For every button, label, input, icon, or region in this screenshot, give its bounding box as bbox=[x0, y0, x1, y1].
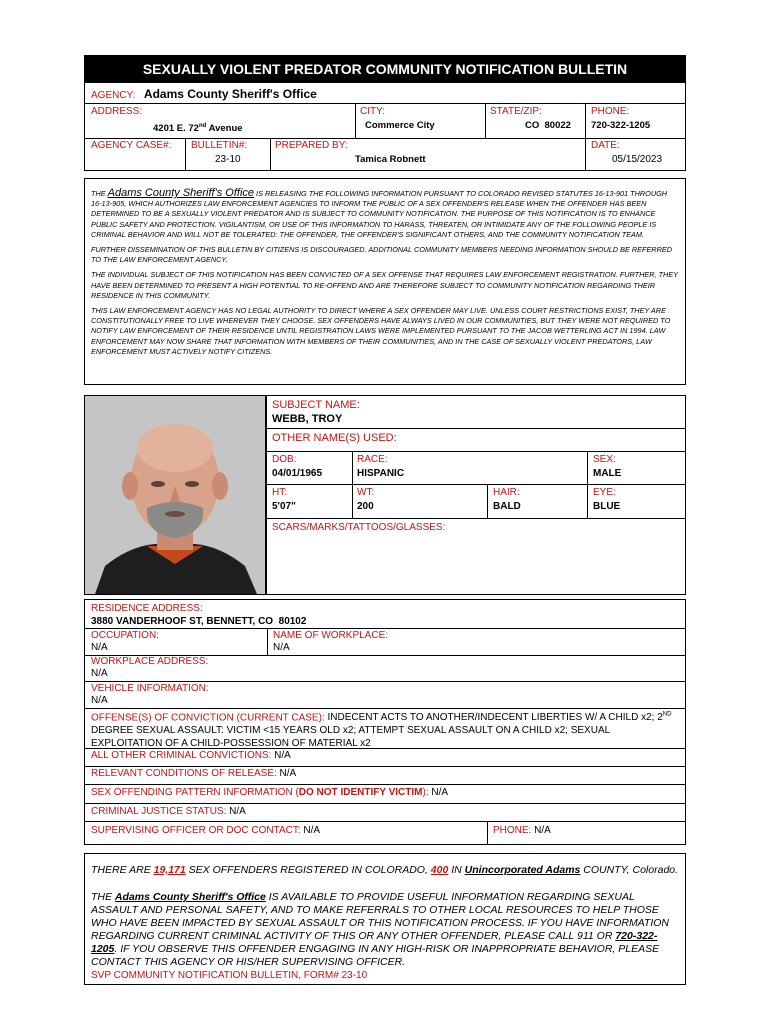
supervising-officer: SUPERVISING OFFICER OR DOC CONTACT: N/A bbox=[91, 825, 321, 836]
subject-name-label: SUBJECT NAME: bbox=[272, 399, 360, 411]
prepared-value: Tamica Robnett bbox=[355, 154, 426, 165]
statezip-label: STATE/ZIP: bbox=[490, 106, 542, 117]
subject-box bbox=[266, 395, 686, 595]
sex-label: SEX: bbox=[593, 454, 616, 465]
address-value: 4201 E. 72nd Avenue bbox=[153, 123, 243, 135]
workplace-address-value: N/A bbox=[91, 668, 108, 679]
occupation-label: OCCUPATION: bbox=[91, 630, 159, 641]
offending-pattern: SEX OFFENDING PATTERN INFORMATION (DO NOT IDENTIFY VICTIM): N/A bbox=[91, 787, 449, 798]
notice-paragraph-2: FURTHER DISSEMINATION OF THIS BULLETIN BY CITIZENS IS DISCOURAGED. ADDITIONAL COMMUNITY MEMBERS NEEDING INFORMATION SHOULD BE REFERRED TO THE LAW ENFORCEMENT AGENCY. bbox=[91, 245, 672, 265]
notice-box bbox=[84, 178, 686, 385]
form-number: SVP COMMUNITY NOTIFICATION BULLETIN, FORM# 23-10 bbox=[91, 970, 368, 981]
date-label: DATE: bbox=[591, 140, 620, 151]
vehicle-label: VEHICLE INFORMATION: bbox=[91, 683, 209, 694]
offenses-label: OFFENSE(S) OF CONVICTION (CURRENT CASE): bbox=[91, 712, 325, 724]
subject-photo bbox=[84, 395, 266, 595]
workplace-address-label: WORKPLACE ADDRESS: bbox=[91, 656, 209, 667]
notice-paragraph-3: THE INDIVIDUAL SUBJECT OF THIS NOTIFICATION HAS BEEN CONVICTED OF A SEX OFFENSE THAT REQUIRES LAW ENFORCEMENT REGISTRATION. FURTHER, THEY HAVE BEEN DETERMINED TO PRESENT A HIGH POTENTIAL TO RE-OFFEND AND ARE THEREFORE SUBJECT TO COMMUNITY NOTIFICATION REGARDING THEIR RESIDENCE IN THIS COMMUNITY. bbox=[91, 270, 678, 300]
residence-value: 3880 VANDERHOOF ST, BENNETT, CO 80102 bbox=[91, 616, 307, 627]
supervising-phone: PHONE: N/A bbox=[493, 825, 551, 836]
agency-name: Adams County Sheriff's Office bbox=[143, 87, 317, 101]
weight-label: WT: bbox=[357, 487, 375, 498]
height-label: HT: bbox=[272, 487, 287, 498]
bulletin-label: BULLETIN#: bbox=[191, 140, 248, 151]
sex-value: MALE bbox=[593, 468, 622, 479]
hair-label: HAIR: bbox=[493, 487, 520, 498]
justice-status: CRIMINAL JUSTICE STATUS: N/A bbox=[91, 806, 246, 817]
subject-photo-image bbox=[85, 396, 265, 594]
agency-label: AGENCY: bbox=[91, 90, 136, 101]
eye-value: BLUE bbox=[593, 501, 621, 512]
contact-notice: THE Adams County Sheriff's Office IS AVAILABLE TO PROVIDE USEFUL INFORMATION REGARDING SEXUAL ASSAULT AND PERSONAL SAFETY, AND TO MAKE REFERRALS TO OTHER LOCAL RESOURCES TO HELP THOSE WHO HAVE BEEN IMPACTED BY SEXUAL ASSAULT OR THIS NOTIFICATION PROCESS. IF YOU HAVE INFORMATION REGARDING CURRENT CRIMINAL ACTIVITY OF THIS OR ANY OTHER OFFENDER, PLEASE CALL 911 OR 720-322-1205. IF YOU OBSERVE THIS OFFENDER ENGAGING IN ANY HIGH-RISK OR INAPPROPRIATE BEHAVIOR, PLEASE CONTACT THIS AGENCY OR HIS/HER SUPERVISING OFFICER. bbox=[91, 891, 669, 968]
other-names-label: OTHER NAME(S) USED: bbox=[272, 432, 397, 444]
case-label: AGENCY CASE#: bbox=[91, 140, 172, 151]
details-box bbox=[84, 599, 686, 845]
header-box bbox=[84, 55, 686, 171]
workplace-name-label: NAME OF WORKPLACE: bbox=[273, 630, 389, 641]
occupation-value: N/A bbox=[91, 642, 108, 653]
height-value: 5'07" bbox=[272, 501, 296, 512]
eye-label: EYE: bbox=[593, 487, 616, 498]
release-conditions: RELEVANT CONDITIONS OF RELEASE: N/A bbox=[91, 768, 297, 779]
weight-value: 200 bbox=[357, 501, 374, 512]
city-value: Commerce City bbox=[365, 120, 435, 131]
registry-stats: THERE ARE 19,171 SEX OFFENDERS REGISTERED IN COLORADO, 400 IN Unincorporated Adams COUNTY, Colorado. bbox=[91, 864, 679, 876]
dob-label: DOB: bbox=[272, 454, 297, 465]
footer-box bbox=[84, 853, 686, 985]
bulletin-value: 23-10 bbox=[215, 154, 241, 165]
prepared-label: PREPARED BY: bbox=[275, 140, 348, 151]
address-label: ADDRESS: bbox=[91, 106, 143, 117]
notice-paragraph-4: THIS LAW ENFORCEMENT AGENCY HAS NO LEGAL AUTHORITY TO DIRECT WHERE A SEX OFFENDER MAY LIVE. UNLESS COURT RESTRICTIONS EXIST, THEY ARE CONSTITUTIONALLY FREE TO LIVE WHEREVER THEY CHOOSE. SEX OFFENDERS HAVE ALWAYS LIVED IN OUR COMMUNITIES, BUT THEY WERE NOT REQUIRED TO NOTIFY LAW ENFORCEMENT OF THEIR RESIDENCE UNTIL REGISTRATION LAWS WERE IMPLEMENTED PURSUANT TO THE JACOB WETTERLING ACT IN 1994. LAW ENFORCEMENT MAY NOW SHARE THAT INFORMATION WITH MEMBERS OF THEIR COMMUNITIES, AND IN THE CASE OF SEXUALLY VIOLENT PREDATORS, LAW ENFORCEMENT MUST ACTIVELY NOTIFY CITIZENS. bbox=[91, 306, 671, 356]
race-label: RACE: bbox=[357, 454, 388, 465]
dob-value: 04/01/1965 bbox=[272, 468, 323, 479]
scars-label: SCARS/MARKS/TATTOOS/GLASSES: bbox=[272, 522, 446, 533]
residence-label: RESIDENCE ADDRESS: bbox=[91, 603, 203, 614]
other-convictions: ALL OTHER CRIMINAL CONVICTIONS: N/A bbox=[91, 750, 291, 761]
statezip-value: CO 80022 bbox=[525, 120, 571, 131]
offenses bbox=[91, 709, 679, 750]
page-title: SEXUALLY VIOLENT PREDATOR COMMUNITY NOTIFICATION BULLETIN bbox=[85, 56, 685, 82]
subject-name: WEBB, TROY bbox=[272, 413, 343, 425]
notice-paragraph-1: THE Adams County Sheriff's Office IS RELEASING THE FOLLOWING INFORMATION PURSUANT TO COLORADO REVISED STATUTES 16-13-901 THROUGH 16-13-905, WHICH AUTHORIZES LAW ENFORCEMENT AGENCIES TO INFORM THE PUBLIC OF A SEX OFFENDER'S RELEASE WHEN THE OFFENDER HAS BEEN DETERMINED TO BE A SEXUALLY VIOLENT PREDATOR AND IS SUBJECT TO COMMUNITY NOTIFICATION. THE PURPOSE OF THIS NOTIFICATION IS TO ENHANCE PUBLIC SAFETY AND PROTECTION. VIGILANTISM, OR USE OF THIS INFORMATION TO HARASS, THREATEN, OR INTIMIDATE ANY OF THE FOLLOWING PEOPLE IS CRIMINAL BEHAVIOR AND WILL NOT BE TOLERATED: THE OFFENDER, THE OFFENDER'S SIGNIFICANT OTHERS, AND THE COMMUNITY NOTIFICATION TEAM. bbox=[91, 187, 668, 239]
hair-value: BALD bbox=[493, 501, 521, 512]
race-value: HISPANIC bbox=[357, 468, 405, 479]
notice-agency: Adams County Sheriff's Office bbox=[107, 187, 255, 199]
date-value: 05/15/2023 bbox=[612, 154, 663, 165]
offenses-value: INDECENT ACTS TO ANOTHER/INDECENT LIBERTIES W/ A CHILD x2; 2ND DEGREE SEXUAL ASSAULT: VICTIM <15 YEARS OLD x2; ATTEMPT SEXUAL ASSAULT ON A CHILD x2; SEXUAL EXPLOITATION OF A CHILD-POSSESSION OF MATERIAL x2 bbox=[91, 712, 672, 750]
vehicle-value: N/A bbox=[91, 695, 108, 706]
city-label: CITY: bbox=[360, 106, 386, 117]
phone-value: 720-322-1205 bbox=[591, 120, 651, 131]
workplace-name-value: N/A bbox=[273, 642, 290, 653]
phone-label: PHONE: bbox=[591, 106, 630, 117]
